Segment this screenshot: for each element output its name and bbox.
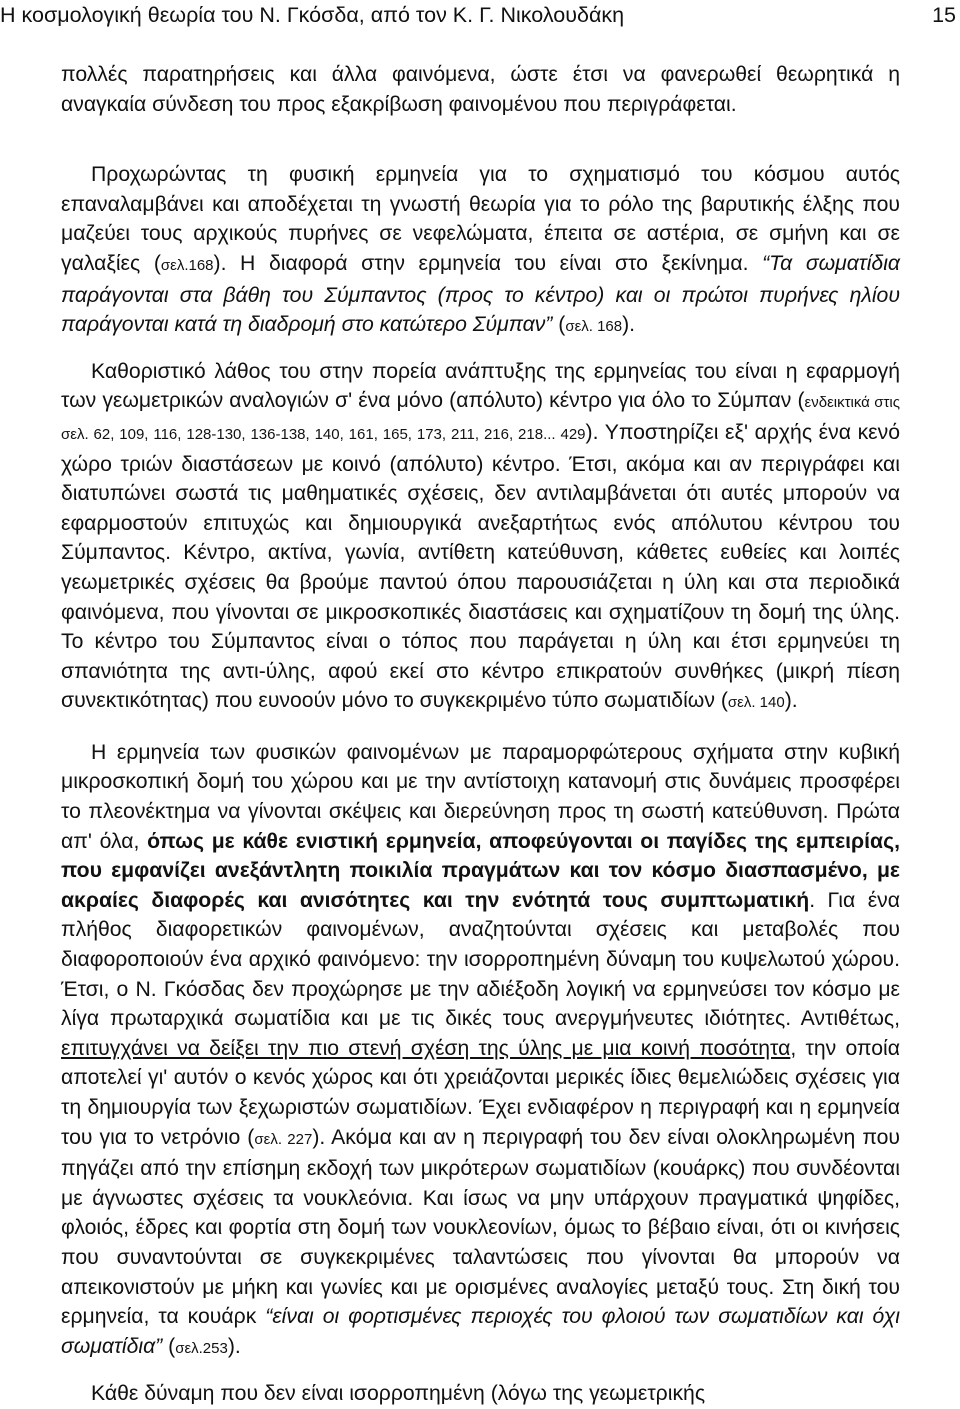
paragraph-text: ). (622, 313, 636, 337)
quotation: “Τα σωματίδια παράγονται στα βάθη του Σύμπαντος (προς το κέντρο) και οι πρώτοι πυρήνες ηλίου παράγονται κατά τη διαδρομή στο κατώτερο Σύμπαν” (61, 251, 900, 337)
paragraph-continuation (61, 60, 900, 119)
paragraph-text: Καθοριστικό λάθος του στην πορεία ανάπτυξης της ερμηνείας του είναι η εφαρμογή των γεωμετρικών αναλογιών σ' ένα μόνο (απόλυτο) κέντρο για όλο το Σύμπαν ( (61, 359, 900, 413)
paragraph-text: ( (552, 313, 566, 337)
paragraph-critical-error (61, 357, 900, 718)
paragraph-text: ). Υποστηρίζει εξ' αρχής ένα κενό χώρο τριών διαστάσεων με κοινό (απόλυτο) κέντρο. Έτσι, ακόμα και αν περιγράφει και διατυπώνει σωστά τις μαθηματικές σχέσεις, δεν αντιλαμβάνεται ότι αυτές μπορούν να εφαρμοστούν επιτυχώς και δημιουργικά ανεξαρτήτως ενός απόλυτου κέντρου του Σύμπαντος. Κέντρο, ακτίνα, γωνία, αντίθετη κατεύθυνση, κάθετες ευθείες και λοιπές γεωμετρικές σχέσεις θα βρούμε παντού όπου παρουσιάζεται η ύλη και στα περιοδικά φαινόμενα, που γίνονται σε μικροσκοπικές διαστάσεις και σχηματίζουν τη δομή της ύλης. Το κέντρο του Σύμπαντος είναι ο τόπος που παράγεται η ύλη και έτσι ερμηνεύει τη σπανιότητα της αντι-ύλης, αφού εκεί στο κέντρο επικρατούν συνθήκες (μικρή πίεση συνεκτικότητας) που ευνοούν μόνο το συγκεκριμένο τύπο σωματιδίων ( (61, 420, 900, 713)
paragraph-text: Προχωρώντας τη φυσική ερμηνεία για το σχηματισμό του κόσμου αυτός επαναλαμβάνει και αποδέχεται τη γνωστή θεωρία για το ρόλο της βαρυτικής έλξης που μαζεύει τους αρχικούς πυρήνες σε νεφελώματα, έπειτα σε αστέρια, σε σμήνη και σε γαλαξίες ( (61, 163, 900, 275)
running-title: Η κοσμολογική θεωρία του Ν. Γκόσδα, από τον Κ. Γ. Νικολουδάκη (0, 3, 625, 27)
paragraph-text: ). Η διαφορά στην ερμηνεία του είναι στο ξεκίνημα. (213, 251, 763, 275)
paragraph-text: , την οποία αποτελεί γι' αυτόν ο κενός χώρος και ότι χρειάζονται μερικές ίδιες θεμελιώδεις σχέσεις για τη δημιουργία των ξεχωριστών σωματιδίων. Έχει ενδιαφέρον η περιγραφή και η ερμηνεία του για το νετρόνιο ( (61, 1036, 900, 1149)
page-reference: σελ. 140 (727, 694, 785, 712)
paragraph-text: Η ερμηνεία των φυσικών φαινομένων με παραμορφώτερους σχήματα στην κυβική μικροσκοπική δομή του χώρου και με την αντίστοιχη κατανομή στις δυνάμεις προσφέρει το πλεονέκτημα να γίνονται σκέψεις και διερεύνηση προς τη σωστή κατεύθυνση. Πρώτα απ' όλα, (61, 740, 900, 853)
paragraph-text: ). (784, 689, 798, 713)
paragraph-force (61, 1379, 900, 1409)
paragraph-text: ). (227, 1334, 241, 1358)
page-body (61, 60, 900, 1409)
page-reference: σελ. 168 (565, 318, 623, 336)
page-number: 15 (932, 3, 956, 27)
paragraph-text: . Για ένα πλήθος διαφορετικών φαινομένων, αναζητούνται σχέσεις και μεταβολές που διαφοροποιούν ένα αρχικό φαινόμενο: την ισορροπημένη δύναμη του κυψελωτού χώρου. Έτσι, ο Ν. Γκόσδας δεν προχώρησε με την αδιέξοδη λογική να ερμηνεύσει τον κόσμο με λίγα πρωταρχικά σωματίδια και με τις δικές τους ανεργμήνευτες ιδιότητες. Αντιθέτως, (61, 888, 900, 1031)
paragraph-gravity (61, 160, 900, 342)
paragraph-text: ). Ακόμα και αν η περιγραφή του δεν είναι ολοκληρωμένη που πηγάζει από την επίσημη εκδοχή των μικρότερων σωματιδίων (κουάρκς) που συνδέονται με άγνωστες σχέσεις τα νουκλεόνια. Και ίσως να μην υπάρχουν πραγματικά ψηφίδες, φλοιός, έδρες και φορτία στη δομή των νουκλεονίων, όμως το βέβαιο είναι, ότι οι κινήσεις που συναντούνται σε συγκεκριμένες ταλαντώσεις που γίνονται θα μπορούν να απεικονιστούν με μήκη και γωνίες και με ορισμένες αναλογίες μεταξύ τους. Στη δική του ερμηνεία, τα κουάρκ (61, 1125, 901, 1329)
bold-emphasis: όπως με κάθε ενιστική ερμηνεία, αποφεύγονται οι παγίδες της εμπειρίας, που εμφανίζει ανεξάντλητη ποικιλία πραγμάτων και τον κόσμο διασπασμένο, με ακραίες διαφορές και ανισότητες και την ενότητά τους συμπτωματική (61, 829, 900, 912)
page-reference: σελ. 227 (254, 1130, 313, 1148)
paragraph-interpretation (61, 738, 900, 1363)
page-reference: σελ.253 (175, 1339, 228, 1357)
paragraph-text: Κάθε δύναμη που δεν είναι ισορροπημένη (λόγω της γεωμετρικής (91, 1382, 706, 1406)
paragraph-text: ( (162, 1334, 176, 1358)
page-reference: ενδεικτικά στις σελ. 62, 109, 116, 128-130, 136-138, 140, 161, 165, 173, 211, 216, 218... 429 (61, 394, 900, 443)
page-header (0, 2, 960, 28)
paragraph-text: πολλές παρατηρήσεις και άλλα φαινόμενα, ώστε έτσι να φανερωθεί θεωρητικά η αναγκαία σύνδεση του προς εξακρίβωση φαινομένου που περιγράφεται. (61, 63, 900, 116)
underlined-emphasis: επιτυγχάνει να δείξει την πιο στενή σχέση της ύλης με μια κοινή ποσότητα (61, 1036, 791, 1060)
quotation: “είναι οι φορτισμένες περιοχές του φλοιού των σωματιδίων και όχι σωματίδια” (61, 1305, 901, 1358)
page-reference: σελ.168 (160, 256, 214, 274)
